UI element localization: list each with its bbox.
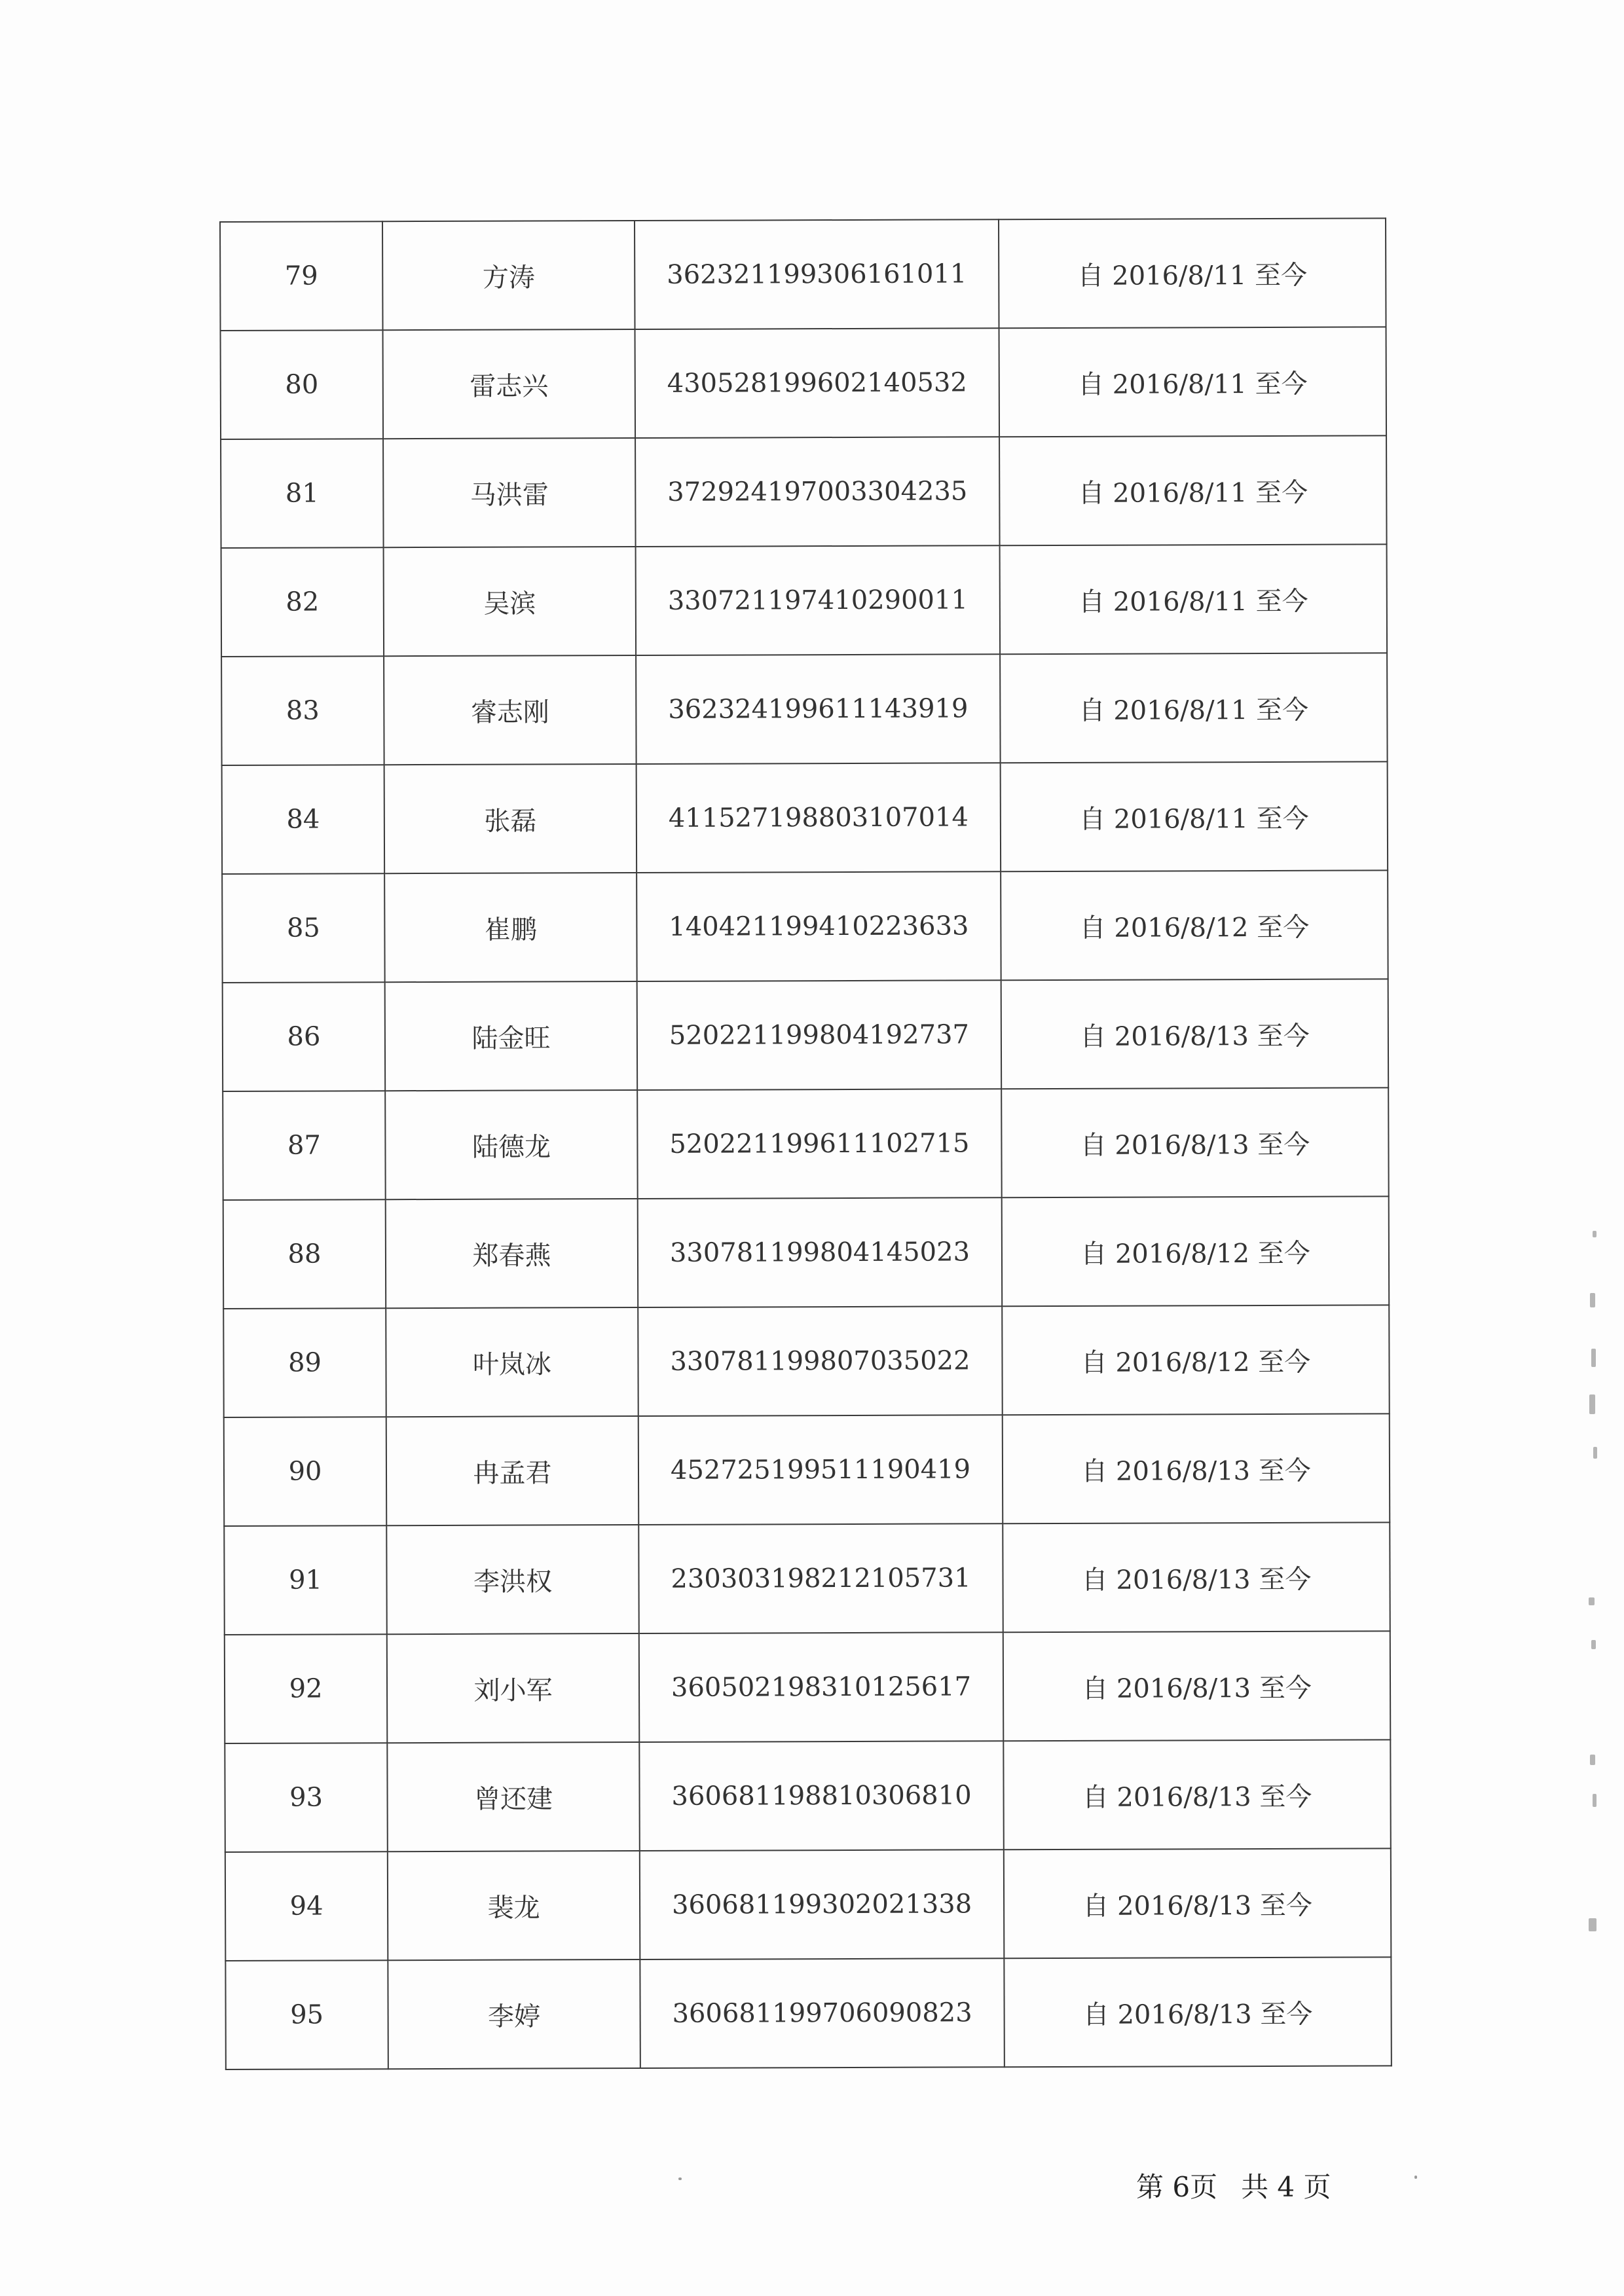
employment-period: 自 2016/8/13 至今 xyxy=(1001,979,1389,1089)
scan-edge-marks xyxy=(1583,1231,1610,1990)
person-name: 吴滨 xyxy=(384,547,637,656)
page-total: 共 4 页 xyxy=(1241,2171,1331,2203)
edge-mark xyxy=(1593,1794,1596,1807)
table-row xyxy=(225,1631,1391,1743)
table-row xyxy=(225,1740,1391,1852)
table-row xyxy=(225,1957,1392,2069)
edge-mark xyxy=(1590,1755,1595,1765)
person-name: 睿志刚 xyxy=(384,655,637,765)
edge-mark xyxy=(1590,1293,1595,1307)
person-name: 郑春燕 xyxy=(386,1199,638,1308)
person-name: 崔鹏 xyxy=(384,873,637,982)
employment-period: 自 2016/8/13 至今 xyxy=(1004,1848,1392,1958)
id-number: 360681199302021338 xyxy=(640,1850,1005,1959)
table-row xyxy=(221,435,1387,548)
table-row xyxy=(220,218,1386,331)
row-number: 95 xyxy=(225,1960,388,2069)
page-footer xyxy=(1136,2166,1331,2205)
person-name: 刘小军 xyxy=(387,1633,640,1743)
person-name: 叶岚冰 xyxy=(386,1307,638,1417)
id-number: 360502198310125617 xyxy=(639,1632,1004,1742)
table-row xyxy=(223,1087,1389,1200)
table-row xyxy=(224,1522,1390,1635)
table-row xyxy=(221,544,1388,657)
row-number: 93 xyxy=(225,1743,388,1852)
id-number: 430528199602140532 xyxy=(635,328,1000,438)
row-number: 81 xyxy=(221,439,384,548)
table-row xyxy=(223,1196,1390,1309)
table-row xyxy=(223,1305,1390,1417)
table-row xyxy=(221,327,1387,439)
employment-period: 自 2016/8/12 至今 xyxy=(1002,1196,1390,1306)
person-name: 冉孟君 xyxy=(386,1416,639,1525)
employment-period: 自 2016/8/13 至今 xyxy=(1004,1957,1392,2067)
scan-speck xyxy=(678,2178,682,2180)
person-name: 马洪雷 xyxy=(383,438,636,547)
page-number: 第 6页 xyxy=(1136,2171,1218,2203)
personnel-table-body xyxy=(220,218,1392,2069)
personnel-table xyxy=(219,217,1392,2070)
id-number: 411527198803107014 xyxy=(637,763,1001,873)
employment-period: 自 2016/8/11 至今 xyxy=(1000,653,1388,763)
employment-period: 自 2016/8/11 至今 xyxy=(999,218,1386,328)
person-name: 陆金旺 xyxy=(385,981,638,1091)
id-number: 330781199807035022 xyxy=(638,1306,1003,1416)
row-number: 90 xyxy=(224,1417,387,1526)
row-number: 82 xyxy=(221,547,384,657)
person-name: 裴龙 xyxy=(388,1851,640,1960)
employment-period: 自 2016/8/13 至今 xyxy=(1003,1631,1391,1741)
row-number: 91 xyxy=(224,1525,387,1635)
employment-period: 自 2016/8/11 至今 xyxy=(999,435,1387,545)
id-number: 330781199804145023 xyxy=(638,1197,1003,1307)
person-name: 雷志兴 xyxy=(383,329,636,439)
employment-period: 自 2016/8/11 至今 xyxy=(1001,761,1388,871)
person-name: 方涛 xyxy=(382,221,635,330)
employment-period: 自 2016/8/11 至今 xyxy=(999,327,1387,437)
id-number: 520221199611102715 xyxy=(637,1089,1002,1199)
person-name: 陆德龙 xyxy=(385,1090,638,1199)
table-row xyxy=(223,979,1389,1091)
employment-period: 自 2016/8/13 至今 xyxy=(1003,1522,1390,1632)
id-number: 140421199410223633 xyxy=(637,871,1001,981)
employment-period: 自 2016/8/13 至今 xyxy=(1003,1740,1391,1850)
person-name: 张磊 xyxy=(384,764,637,873)
row-number: 83 xyxy=(221,656,384,765)
edge-mark xyxy=(1589,1597,1595,1605)
edge-mark xyxy=(1591,1640,1596,1649)
row-number: 85 xyxy=(222,873,385,983)
employment-period: 自 2016/8/13 至今 xyxy=(1001,1087,1389,1197)
table-row xyxy=(221,653,1388,765)
row-number: 87 xyxy=(223,1091,386,1200)
table-row xyxy=(225,1848,1392,1961)
id-number: 360681199706090823 xyxy=(640,1958,1005,2068)
id-number: 520221199804192737 xyxy=(637,980,1002,1090)
id-number: 362321199306161011 xyxy=(635,219,999,329)
id-number: 330721197410290011 xyxy=(636,545,1001,655)
id-number: 230303198212105731 xyxy=(638,1523,1003,1633)
person-name: 李洪权 xyxy=(386,1525,639,1634)
scan-speck xyxy=(1414,2176,1417,2179)
id-number: 362324199611143919 xyxy=(636,654,1001,764)
row-number: 86 xyxy=(223,982,386,1091)
edge-mark xyxy=(1593,1447,1597,1459)
employment-period: 自 2016/8/11 至今 xyxy=(1000,544,1388,654)
table-row xyxy=(222,761,1388,874)
edge-mark xyxy=(1593,1231,1596,1237)
edge-mark xyxy=(1591,1349,1596,1367)
row-number: 84 xyxy=(222,765,385,874)
row-number: 79 xyxy=(220,221,383,331)
employment-period: 自 2016/8/12 至今 xyxy=(1002,1305,1390,1415)
row-number: 89 xyxy=(223,1308,386,1417)
id-number: 372924197003304235 xyxy=(635,437,1000,547)
row-number: 88 xyxy=(223,1199,386,1309)
edge-mark xyxy=(1589,1394,1595,1414)
person-name: 李婷 xyxy=(388,1959,640,2069)
employment-period: 自 2016/8/12 至今 xyxy=(1001,870,1388,980)
table-row xyxy=(222,870,1388,983)
person-name: 曾还建 xyxy=(387,1742,640,1851)
row-number: 94 xyxy=(225,1851,388,1961)
edge-mark xyxy=(1589,1918,1596,1931)
id-number: 452725199511190419 xyxy=(638,1415,1003,1525)
id-number: 360681198810306810 xyxy=(639,1741,1004,1851)
row-number: 80 xyxy=(221,330,384,439)
table-row xyxy=(224,1413,1390,1526)
employment-period: 自 2016/8/13 至今 xyxy=(1003,1413,1390,1523)
row-number: 92 xyxy=(225,1634,388,1743)
